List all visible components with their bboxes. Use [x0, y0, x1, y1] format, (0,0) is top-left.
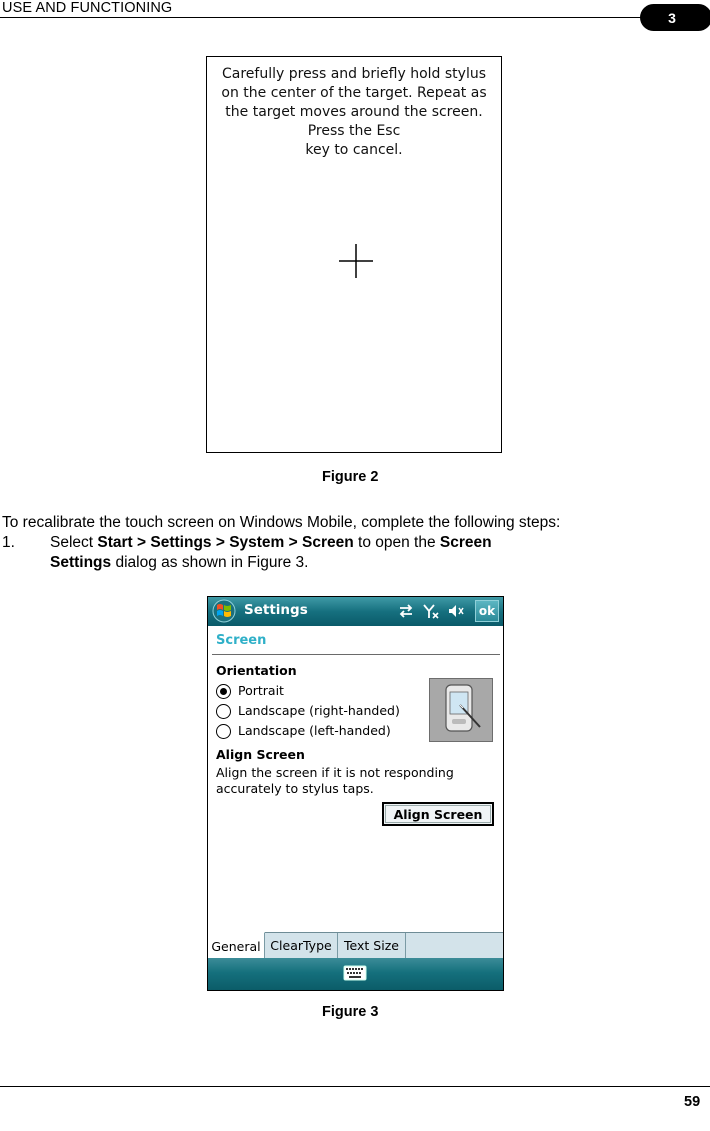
ok-button[interactable]: ok	[475, 600, 499, 622]
align-screen-button-label: Align Screen	[385, 805, 491, 823]
align-screen-button[interactable]	[382, 802, 494, 826]
step-number: 1.	[2, 534, 15, 551]
header-rule	[0, 17, 652, 18]
calibration-target-icon[interactable]	[338, 243, 374, 279]
step-text: Select	[50, 534, 94, 551]
option-label-landscape-left[interactable]: Landscape (left-handed)	[238, 723, 391, 738]
section-title: USE AND FUNCTIONING	[2, 0, 173, 16]
figure-2-caption: Figure 2	[322, 469, 379, 485]
device-illustration	[429, 678, 493, 742]
volume-icon[interactable]	[447, 602, 465, 620]
calibration-screen[interactable]	[206, 56, 502, 453]
title-bar	[208, 597, 503, 626]
orientation-label: Orientation	[216, 663, 297, 678]
intro-paragraph: To recalibrate the touch screen on Windows Mobile, complete the following steps:	[2, 514, 561, 531]
step-line-1	[50, 533, 492, 553]
page-title: Screen	[216, 633, 267, 648]
option-label-portrait[interactable]: Portrait	[238, 683, 284, 698]
footer-rule	[0, 1086, 710, 1087]
page-number: 59	[684, 1094, 701, 1110]
tab-bar	[208, 932, 503, 959]
step-text: dialog as shown in Figure 3.	[115, 554, 309, 571]
radio-landscape-right[interactable]	[216, 704, 231, 719]
step-text: to open the	[358, 534, 436, 551]
screen-settings-dialog	[207, 596, 504, 991]
step-menu-path: Start > Settings > System > Screen	[97, 534, 354, 551]
signal-off-icon[interactable]	[422, 602, 440, 620]
radio-portrait[interactable]	[216, 684, 231, 699]
instruction-line: the target moves around the screen.	[225, 104, 483, 120]
instruction-line: key to cancel.	[305, 142, 403, 158]
calibration-instructions	[207, 65, 501, 160]
heading-divider	[212, 654, 500, 655]
step-dialog-name: Settings	[50, 554, 112, 571]
option-label-landscape-right[interactable]: Landscape (right-handed)	[238, 703, 400, 718]
step-line-2	[50, 553, 308, 573]
soft-key-bar	[208, 958, 503, 990]
instruction-line: on the center of the target. Repeat as	[221, 85, 487, 101]
connectivity-icon[interactable]	[397, 602, 415, 620]
align-description-line-2: accurately to stylus taps.	[216, 781, 374, 796]
tab-cleartype[interactable]: ClearType	[265, 933, 338, 958]
align-description-line-1: Align the screen if it is not responding	[216, 765, 454, 780]
figure-3-caption: Figure 3	[322, 1004, 379, 1020]
radio-landscape-left[interactable]	[216, 724, 231, 739]
step-dialog-name: Screen	[439, 534, 492, 551]
tab-text-size[interactable]: Text Size	[338, 933, 406, 958]
align-screen-heading: Align Screen	[216, 747, 305, 762]
windows-start-icon[interactable]	[212, 599, 236, 623]
instruction-line: Carefully press and briefly hold stylus	[222, 66, 486, 82]
keyboard-icon[interactable]	[343, 965, 367, 981]
pda-stylus-icon	[430, 679, 492, 741]
instruction-line: Press the Esc	[307, 123, 401, 139]
tab-general[interactable]: General	[208, 932, 265, 959]
window-title: Settings	[244, 602, 308, 618]
chapter-badge: 3	[640, 4, 710, 31]
